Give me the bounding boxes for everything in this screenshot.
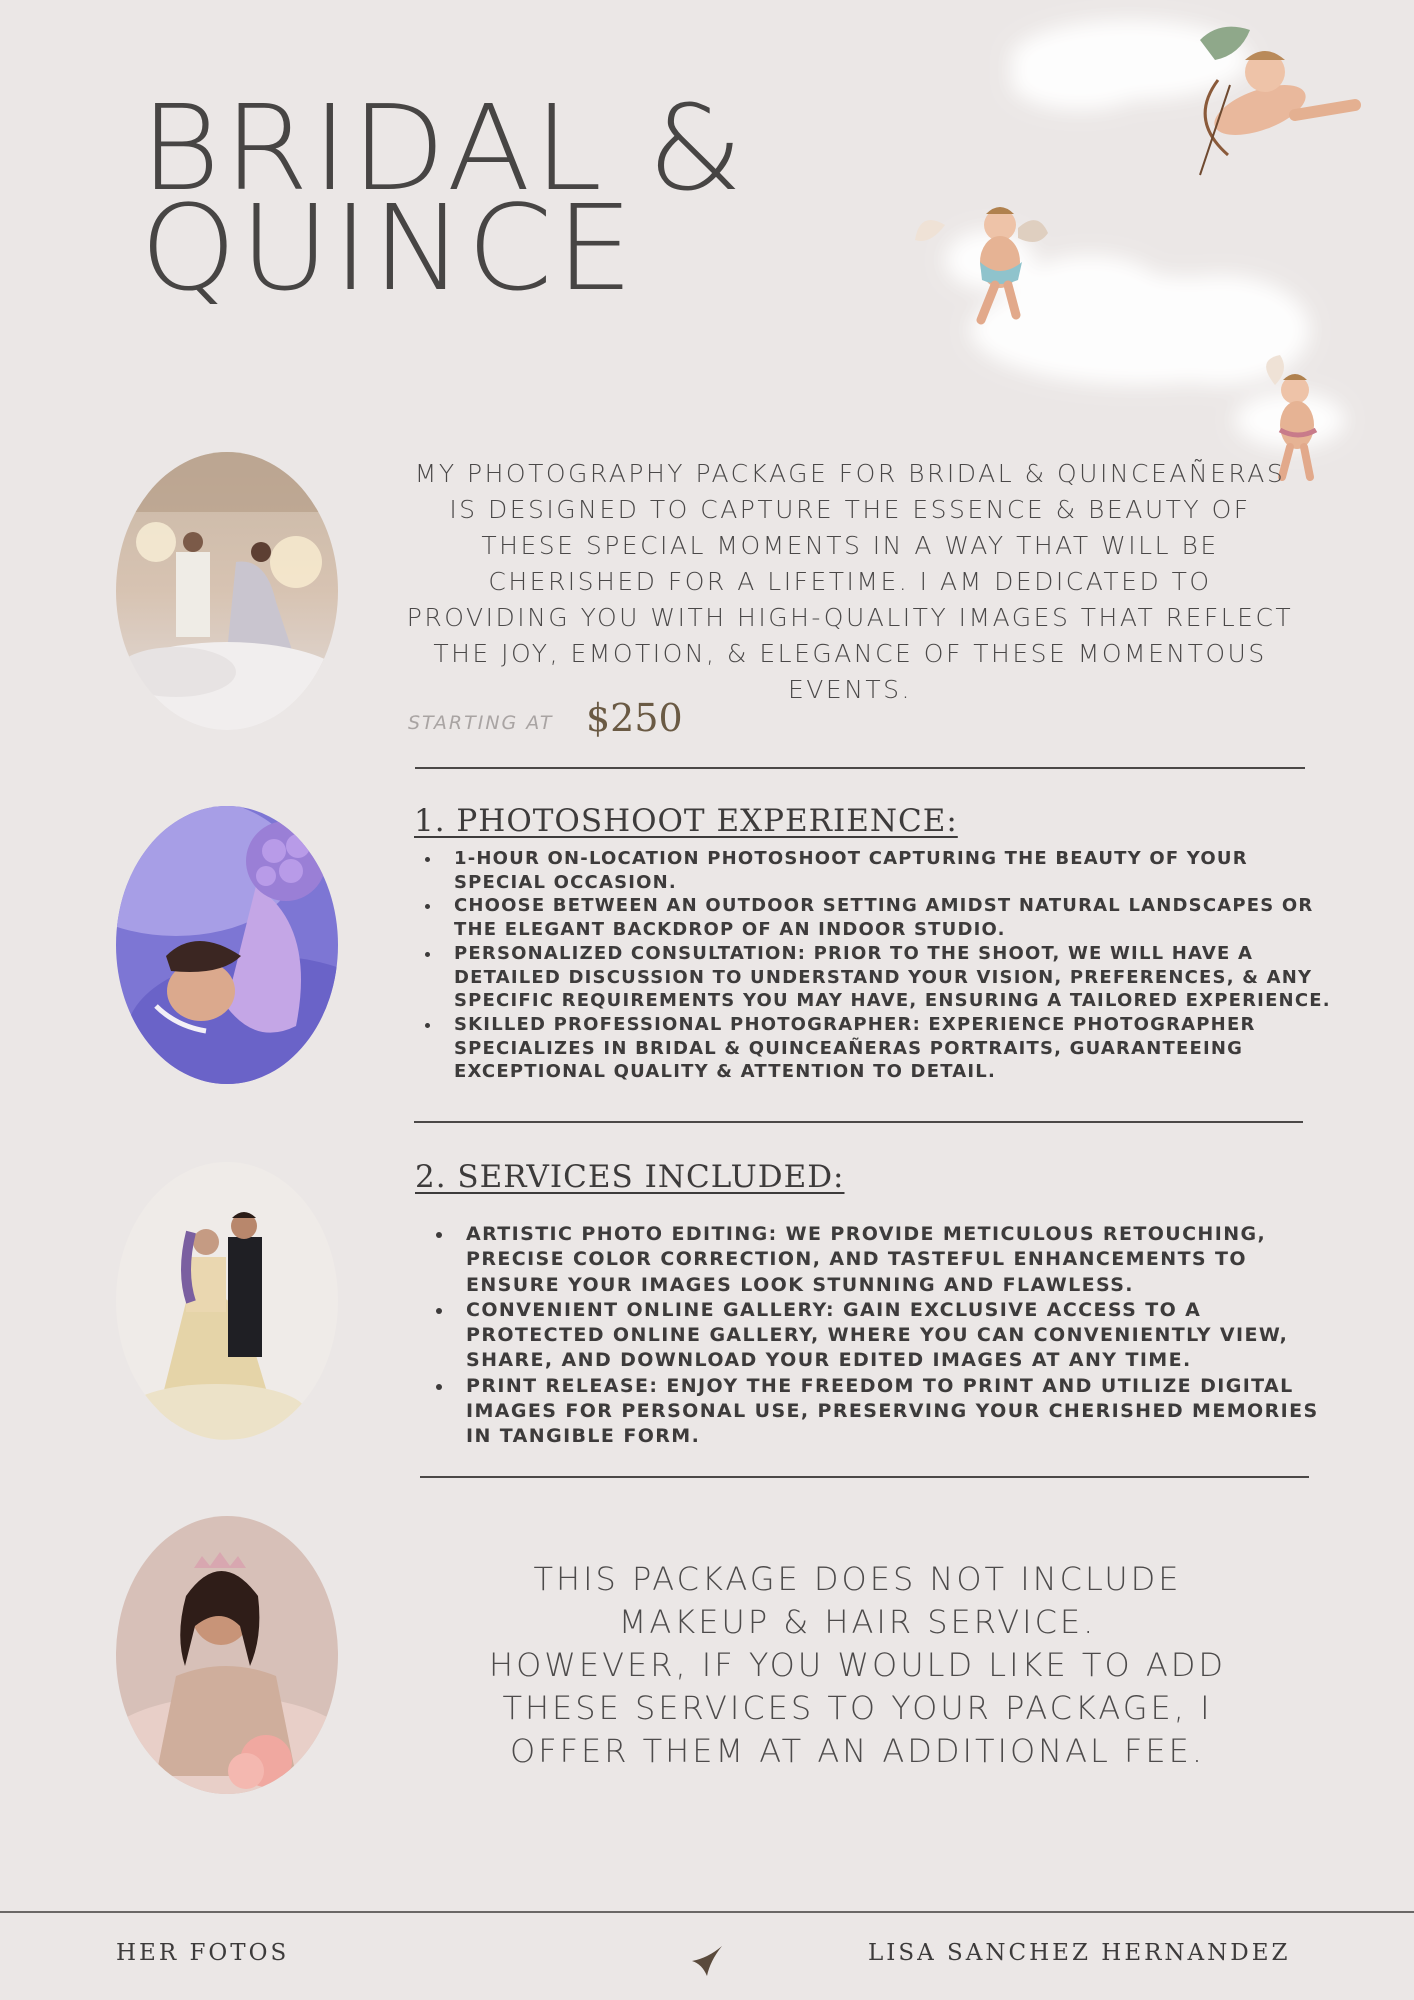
notice-line: MAKEUP & HAIR SERVICE. bbox=[618, 1603, 1097, 1641]
list-item: • CONVENIENT ONLINE GALLERY: GAIN EXCLUSIVE ACCESS TO A PROTECTED ONLINE GALLERY, WHERE YOU CAN CONVENIENTLY VIEW, SHARE, AND DOWNLOAD YOUR EDITED IMAGES AT ANY TIME. bbox=[454, 1298, 1344, 1374]
notice-line: OFFER THEM AT AN ADDITIONAL FEE. bbox=[510, 1732, 1205, 1770]
notice-line: THESE SERVICES TO YOUR PACKAGE, I bbox=[502, 1689, 1213, 1727]
section-services-title: 2. SERVICES INCLUDED: bbox=[415, 1159, 845, 1195]
price-label: STARTING AT bbox=[408, 712, 554, 734]
list-item: • PERSONALIZED CONSULTATION: PRIOR TO THE SHOOT, WE WILL HAVE A DETAILED DISCUSSION TO UNDERSTAND YOUR VISION, PREFERENCES, & ANY SPECIFIC REQUIREMENTS YOU MAY HAVE, ENSURING A TAILORED EXPERIENCE. bbox=[442, 942, 1332, 1013]
intro-text: MY PHOTOGRAPHY PACKAGE FOR BRIDAL & QUINCEAÑERAS IS DESIGNED TO CAPTURE THE ESSENCE & BEAUTY OF THESE SPECIAL MOMENTS IN A WAY THAT WILL BE CHERISHED FOR A LIFETIME. I AM DEDICATED TO PROVIDING YOU WITH HIGH-QUALITY IMAGES THAT REFLECT THE JOY, EMOTION, & ELEGANCE OF THESE MOMENTOUS EVENTS. bbox=[406, 459, 1294, 704]
photo-couple-dancing bbox=[116, 452, 338, 730]
section-photoshoot-title: 1. PHOTOSHOOT EXPERIENCE: bbox=[414, 803, 958, 839]
services-list bbox=[428, 1222, 1344, 1450]
divider bbox=[415, 767, 1305, 769]
divider bbox=[420, 1476, 1309, 1478]
photo-purple-dress bbox=[116, 806, 338, 1084]
price-value: $250 bbox=[586, 696, 683, 740]
notice-line: HOWEVER, IF YOU WOULD LIKE TO ADD bbox=[489, 1646, 1226, 1684]
title-line-1: BRIDAL & bbox=[140, 79, 747, 217]
notice-line: THIS PACKAGE DOES NOT INCLUDE bbox=[533, 1560, 1182, 1598]
list-item: • 1-HOUR ON-LOCATION PHOTOSHOOT CAPTURING THE BEAUTY OF YOUR SPECIAL OCCASION. bbox=[442, 847, 1332, 894]
list-item: • ARTISTIC PHOTO EDITING: WE PROVIDE METICULOUS RETOUCHING, PRECISE COLOR CORRECTION, AND TASTEFUL ENHANCEMENTS TO ENSURE YOUR IMAGES LOOK STUNNING AND FLAWLESS. bbox=[454, 1222, 1344, 1298]
footer-photographer-name: LISA SANCHEZ HERNANDEZ bbox=[868, 1940, 1291, 1966]
cherub-cloud-illustration bbox=[900, 0, 1414, 500]
list-item: • SKILLED PROFESSIONAL PHOTOGRAPHER: EXPERIENCE PHOTOGRAPHER SPECIALIZES IN BRIDAL & QUINCEAÑERAS PORTRAITS, GUARANTEEING EXCEPTIONAL QUALITY & ATTENTION TO DETAIL. bbox=[442, 1013, 1332, 1084]
package-notice bbox=[420, 1558, 1295, 1773]
divider bbox=[414, 1121, 1303, 1123]
title-line-2: QUINCE bbox=[140, 179, 637, 317]
cherub-icon bbox=[1200, 27, 1355, 175]
list-item: • PRINT RELEASE: ENJOY THE FREEDOM TO PRINT AND UTILIZE DIGITAL IMAGES FOR PERSONAL USE, PRESERVING YOUR CHERISHED MEMORIES IN TANGIBLE FORM. bbox=[454, 1374, 1344, 1450]
footer-brand: HER FOTOS bbox=[116, 1940, 290, 1966]
list-item: • CHOOSE BETWEEN AN OUTDOOR SETTING AMIDST NATURAL LANDSCAPES OR THE ELEGANT BACKDROP OF AN INDOOR STUDIO. bbox=[442, 894, 1332, 941]
photo-tiara-portrait bbox=[116, 1516, 338, 1794]
footer-divider bbox=[0, 1911, 1414, 1913]
photo-couple-gold-gown bbox=[116, 1162, 338, 1440]
photoshoot-list bbox=[416, 847, 1332, 1084]
four-point-star-icon bbox=[688, 1942, 726, 1980]
page-title bbox=[140, 79, 747, 317]
